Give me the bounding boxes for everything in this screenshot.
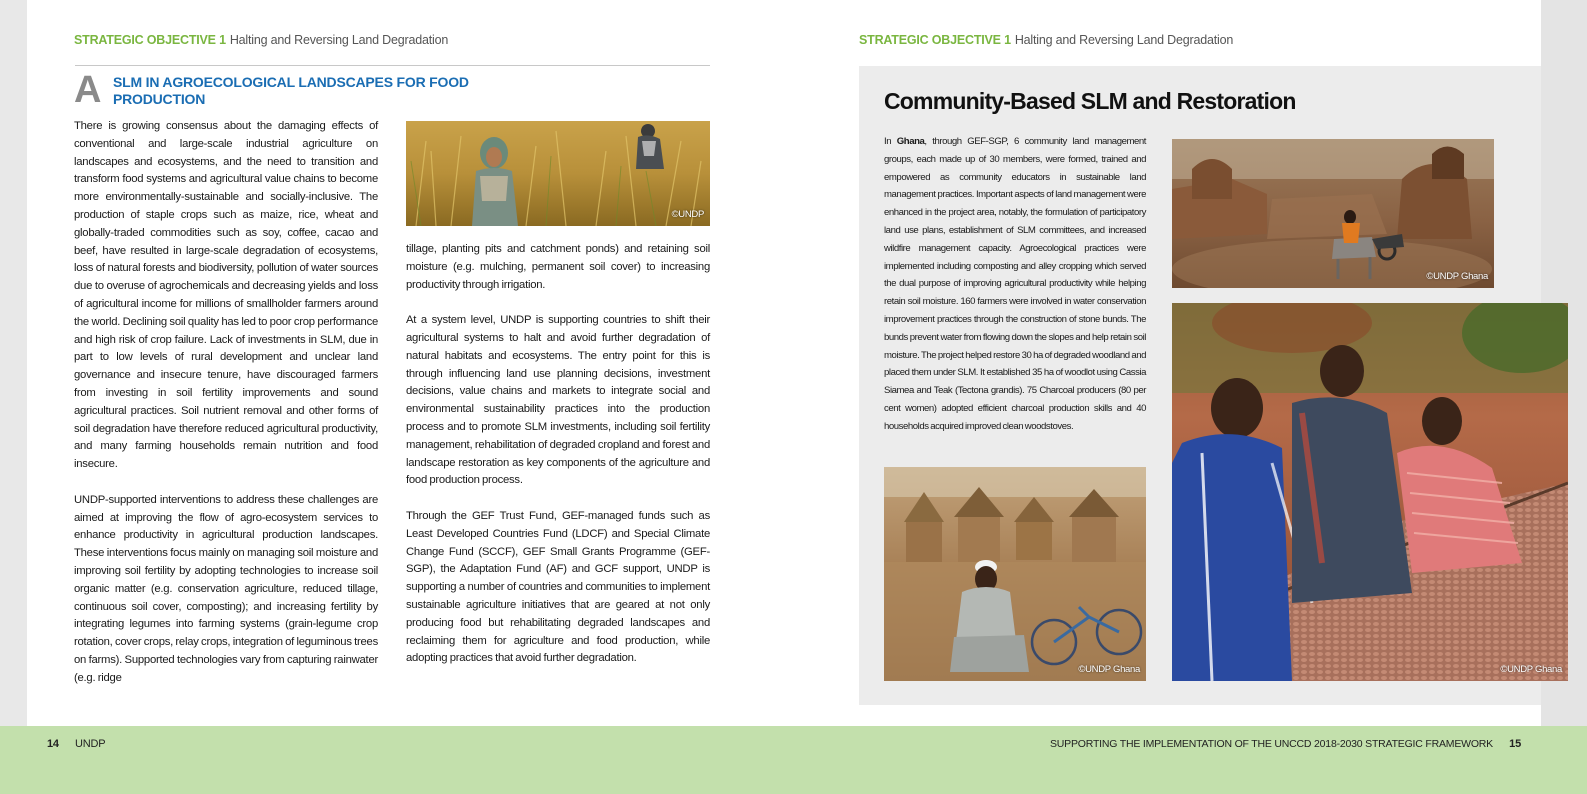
photo-farmer-seated [884,467,1146,681]
rice-field-image [406,121,710,226]
left-paragraph-2: UNDP-supported interventions to address these challenges are aimed at improving the flow of agro-ecosystem services to enhance productivity in agricultural production landscapes. These interventions focus mainly on managing soil moisture and improving soil fertility by adopting technologies to increase soil organic matter (e.g. conservation agriculture, reduced tillage, continuous soil cover, composting); and increasing fertility by integrating legumes into farming systems (grain-legume crop rotation, cover crops, relay crops, integration of leguminous trees on farms). Supported technologies vary from capturing rainwater (e.g. ridge [74,493,378,684]
village-donkey-image [1172,139,1494,288]
photo-credit-farmer: ©UNDP Ghana [1078,664,1140,675]
photo-credit-cocoa: ©UNDP Ghana [1500,664,1562,675]
right-running-header [859,33,1233,47]
middle-paragraph-3: Through the GEF Trust Fund, GEF-managed funds such as Least Developed Countries Fund (LDCF) and Special Climate Change Fund (SCCF), GEF Small Grants Programme (GEF-SGP), the Adaptation Fund (AF) and GCF support, UNDP is supporting a number of countries and communities to implement sustainable agriculture initiatives that are geared at not only producing food but rehabilitating degraded landscapes and reclaiming them for agriculture and food production, while adopting practices that avoid further degradation. [406,509,710,665]
right-header-title: Halting and Reversing Land Degradation [1014,33,1234,47]
left-running-header [74,33,448,47]
photo-credit-village: ©UNDP Ghana [1426,271,1488,282]
left-paragraph-1: There is growing consensus about the damaging effects of conventional and large-scale industrial agriculture on landscapes and ecosystems, and the need to transition and transform food systems and agricultural value chains to become more environmentally-sustainable and socially-inclusive. The production of staple crops such as maize, rice, wheat and globally-traded commodities such as soy, coffee, cacao and beef, have resulted in large-scale degradation of ecosystems, loss of natural forests and biodiversity, pollution of water sources due to overuse of agrochemicals and decreasing yields and loss of agricultural income for millions of smallholder farmers around the world. Declining soil quality has led to poor crop performance and high risk of crop failure. Lack of investments in SLM, due in part to low levels of rural development and unclear land governance and insecure tenure, have discouraged farmers from investing in soil fertility improvements and sound agricultural practices. Soil nutrient removal and other forms of soil degradation have therefore reduced agricultural productivity, and many farming households remain nutrition and food insecure. [74,120,378,471]
left-header-title: Halting and Reversing Land Degradation [229,33,449,47]
case-study-title: Community-Based SLM and Restoration [884,88,1296,114]
header-divider [75,65,710,66]
farmer-seated-image [884,467,1146,681]
right-header-kicker: STRATEGIC OBJECTIVE 1 [859,33,1011,47]
case-study-lead: In [884,136,897,147]
left-page-number: 14 [47,738,59,750]
middle-paragraph-1: tillage, planting pits and catchment ponds) and retaining soil moisture (e.g. mulching, permanent soil cover) to increasing productivity through irrigation. [406,243,710,291]
left-footer-label: UNDP [75,738,106,750]
photo-rice-field [406,121,710,226]
section-title: SLM IN AGROECOLOGICAL LANDSCAPES FOR FOOD PRODUCTION [113,74,469,107]
middle-paragraph-2: At a system level, UNDP is supporting countries to shift their agricultural systems to halt and avoid further degradation of natural habitats and ecosystems. The entry point for this is through influencing land use planning decisions, investment decisions, value chains and markets to integrate social and environmental sustainability practices into the production process and to promote SLM investments, including soil fertility management, rehabilitation of degraded cropland and forest and landscape restoration as key components of the agriculture and food production process. [406,314,710,487]
photo-village-donkey [1172,139,1494,288]
case-study-country: Ghana [896,136,925,147]
footer-bar [0,726,1587,794]
middle-text-column [406,241,710,668]
section-letter: A [74,69,102,111]
right-page-number: 15 [1509,738,1521,750]
left-header-kicker: STRATEGIC OBJECTIVE 1 [74,33,226,47]
photo-cocoa-drying [1172,303,1568,681]
case-study-text [884,133,1146,436]
cocoa-drying-image [1172,303,1568,681]
left-text-column [74,118,378,688]
case-study-body: , through GEF-SGP, 6 community land management groups, each made up of 30 members, were formed, trained and empowered as community educators in sustainable land management practices. Important aspects of land management were enhanced in the project area, notably, the formulation of participatory land use plans, establishment of SLM committees, and increased wildfire management capacity. Agroecological practices were implemented including composting and alley cropping which served the dual purpose of improving agricultural productivity while helping retain soil moisture. 160 farmers were involved in water conservation improvement practices through the construction of stone bunds. The bunds prevent water from flowing down the slopes and help retain soil moisture. The project helped restore 30 ha of degraded woodland and placed them under SLM. It established 35 ha of woodlot using Cassia Siamea and Teak (Tectona grandis). 75 Charcoal producers (80 per cent women) adopted efficient charcoal production skills and 40 households acquired improved clean woodstoves. [884,136,1146,432]
right-footer-label: SUPPORTING THE IMPLEMENTATION OF THE UNCCD 2018-2030 STRATEGIC FRAMEWORK [1049,738,1493,750]
photo-credit-rice: ©UNDP [671,209,704,220]
